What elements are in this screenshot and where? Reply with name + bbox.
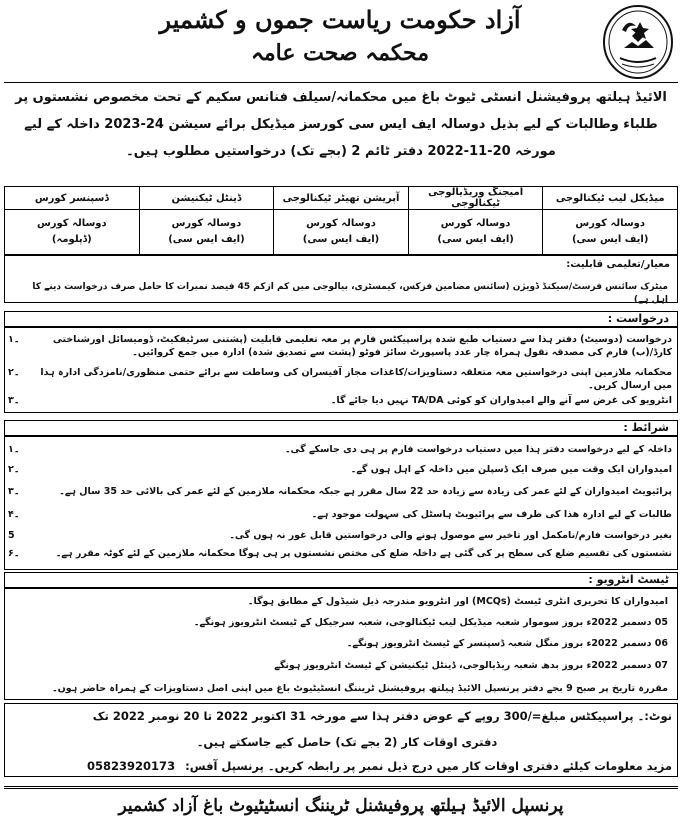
course-name: آپریشن تھیٹر ٹیکنالوجی [274, 187, 409, 210]
application-item [8, 394, 672, 407]
course-duration: دوسالہ کورس [440, 218, 511, 229]
footer [4, 786, 678, 833]
item-text: انٹرویو کی غرض سے آنے والے امیدواران کو کوئی TA/DA نہیں دیا جائے گا۔ [330, 395, 672, 406]
course-degree: (ایف ایس سی) [571, 234, 649, 245]
condition-item [8, 547, 672, 560]
test-heading: ٹیسٹ انٹرویو : [4, 572, 678, 588]
item-text: نشستوں کی تقسیم ضلع کی سطح پر کی گئی ہے داخلہ ضلع کی مختص نشستوں پر ہی ہوگا محکمانہ ملازمین کے لئے کوٹہ مقرر ہے۔ [55, 548, 672, 559]
item-text: درخواست (دوسیٹ) دفتر ہذا سے دستیاب طبع شدہ پراسپیکٹس فارم پر معہ تعلیمی قابلیت (پشتنی سرٹیفکیٹ، ڈومیسائل اورشناختی کارڈ/(ب) فارم کی مصدقہ نقول ہمراہ چار عدد پاسپورٹ سائز فوٹو (پشت سے تصدیق شدہ) ادارہ میں جمع کروائیں۔ [52, 334, 672, 358]
note-contact-text: مزید معلومات کیلئے دفتری اوقات کار میں درج ذیل نمبر پر رابطہ کریں۔ پرنسپل آفس: [185, 759, 672, 773]
courses-header-row [5, 187, 678, 210]
item-number: ۳۔ [8, 395, 20, 406]
course-name: ڈینٹل ٹیکنیشن [139, 187, 274, 210]
course-duration: دوسالہ کورس [171, 218, 242, 229]
course-detail [139, 210, 274, 255]
header-title: آزاد حکومت ریاست جموں و کشمیر [159, 5, 521, 34]
intro-line-1: الائیڈ ہیلتھ پروفیشنل انسٹی ٹیوٹ باغ میں محکمانہ/سیلف فنانس سکیم کے تحت مخصوص نشستوں پر [15, 90, 667, 105]
condition-item [8, 508, 672, 521]
condition-item [8, 529, 672, 542]
item-number: ۱۔ [8, 334, 20, 345]
item-text: محکمانہ ملازمین اپنی درخواستیں معہ متعلقہ دستاویزات/کاغذات مجاز آفیسران کی وساطت سے برائے حتمی منظوری/نامزدگی ادارہ ہذا میں ارسال کریں۔ [40, 367, 672, 391]
item-text: داخلہ کے لیے درخواست دفتر ہذا میں دستیاب درخواست فارم پر ہی دی جاسکے گی۔ [284, 444, 672, 455]
course-duration: دوسالہ کورس [306, 218, 376, 229]
intro-line-2: طلباء وطالبات کے لیے بذیل دوسالہ ایف ایس سی کورسز میڈیکل برائے سیشن 24-2023 داخلہ کے لیے [24, 117, 658, 132]
note-line-1: نوٹ:۔ پراسپیکٹس مبلغ=/300 روپے کے عوض دفتر ہذا سے مورخہ 31 اکتوبر 2022 تا 20 نومبر 2022 تک [92, 709, 672, 723]
phone-number: 05823920173 [87, 759, 176, 773]
item-number: 5 [8, 530, 15, 541]
course-detail [5, 210, 140, 255]
item-text: طالبات کے لیے ادارہ ھذا کی طرف سے پرائیویٹ ہاسٹل کی سہولت موجود ہے۔ [311, 509, 672, 520]
item-number: ۲۔ [8, 464, 20, 475]
footer-text: پرنسپل الائیڈ ہیلتھ پروفیشنل ٹریننگ انسٹیٹیوٹ باغ آزاد کشمیر [118, 796, 564, 816]
eligibility-label: معیار/تعلیمی قابلیت: [566, 259, 670, 270]
course-degree: (ڈپلومہ) [51, 234, 92, 245]
course-detail [274, 210, 409, 255]
item-number: ۳۔ [8, 486, 20, 497]
condition-item [8, 443, 672, 456]
note-line-3 [22, 757, 672, 775]
intro-block [10, 84, 672, 165]
condition-item [8, 485, 672, 498]
course-degree: (ایف ایس سی) [302, 234, 380, 245]
application-heading: درخواست : [4, 311, 678, 327]
course-detail [408, 210, 543, 255]
course-name: میڈیکل لیب ٹیکنالوجی [543, 187, 678, 210]
note-line-2: دفتری اوقات کار (2 بجے تک) حاصل کیے جاسکتے ہیں۔ [196, 735, 498, 749]
course-degree: (ایف ایس سی) [437, 234, 514, 245]
item-number: ۱۔ [8, 444, 20, 455]
application-item [8, 366, 672, 392]
item-text: امیدواران ایک وقت میں صرف ایک ڈسپلن میں داخلہ کے اہل ہوں گے۔ [350, 464, 672, 475]
course-duration: دوسالہ کورس [36, 218, 107, 229]
intro-line-3: مورخہ 20-11-2022 دفتر ٹائم 2 (بجے تک) درخواستیں مطلوب ہیں۔ [126, 144, 556, 159]
courses-table [4, 186, 678, 255]
test-line: 07 دسمبر 2022ء بروز بدھ شعبہ ریڈیالوجی، ڈینٹل ٹیکنیشن کے ٹیسٹ انٹرویوز ہونگے [274, 660, 668, 671]
course-degree: (ایف ایس سی) [168, 234, 245, 245]
item-text: بغیر درخواست فارم/نامکمل اور تاخیر سے موصول ہونے والی درخواستیں قابل غور نہ ہوں گی۔ [229, 530, 672, 541]
course-name: امیجنگ وریڈیالوجی ٹیکنالوجی [408, 187, 543, 210]
condition-item [8, 463, 672, 476]
test-line: 06 دسمبر 2022ء بروز منگل شعبہ ڈسپنسر کے ٹیسٹ انٹرویوز ہونگے۔ [346, 638, 668, 649]
item-number: ۶۔ [8, 548, 20, 559]
course-name: ڈسپنسر کورس [5, 187, 140, 210]
header-divider [4, 82, 678, 83]
eligibility-text: میٹرک سائنس فرسٹ/سیکنڈ ڈویژن (سائنس مضامین فزکس، کیمسٹری، بیالوجی میں کم ازکم 45 فیصد نمبرات کا حامل صرف درخواست دینے کا اہل ہے) [32, 282, 668, 305]
header-subtitle: محکمہ صحت عامہ [250, 40, 430, 66]
course-duration: دوسالہ کورس [575, 218, 646, 229]
application-item [8, 333, 672, 359]
state-emblem-icon [602, 4, 674, 80]
course-detail [543, 210, 678, 255]
conditions-heading: شرائط : [4, 420, 678, 436]
test-line: امیدواران کا تحریری انٹری ٹیسٹ (MCQs) اور انٹرویو مندرجہ ذیل شیڈول کے مطابق ہوگا۔ [247, 596, 668, 607]
item-number: ۲۔ [8, 367, 20, 378]
test-line: مقررہ تاریخ پر صبح 9 بجے دفتر پرنسپل الائیڈ ہیلتھ پروفیشنل ٹریننگ انسٹیٹیوٹ باغ میں اپنی اصل دستاویزات کے ہمراہ حاضر ہوں۔ [52, 683, 668, 694]
test-line: 05 دسمبر 2022ء بروز سوموار شعبہ میڈیکل لیب ٹیکنالوجی، شعبہ سرجیکل کے ٹیسٹ انٹرویوز ہونگے۔ [193, 617, 668, 628]
courses-detail-row [5, 210, 678, 255]
item-text: پرائیویٹ امیدواران کے لئے عمر کی زیادہ سے زیادہ حد 22 سال مقرر ہے جبکہ محکمانہ ملازمین کے لئے عمر کی بالائی حد 35 سال ہے۔ [59, 486, 672, 497]
item-number: ۴۔ [8, 509, 20, 520]
